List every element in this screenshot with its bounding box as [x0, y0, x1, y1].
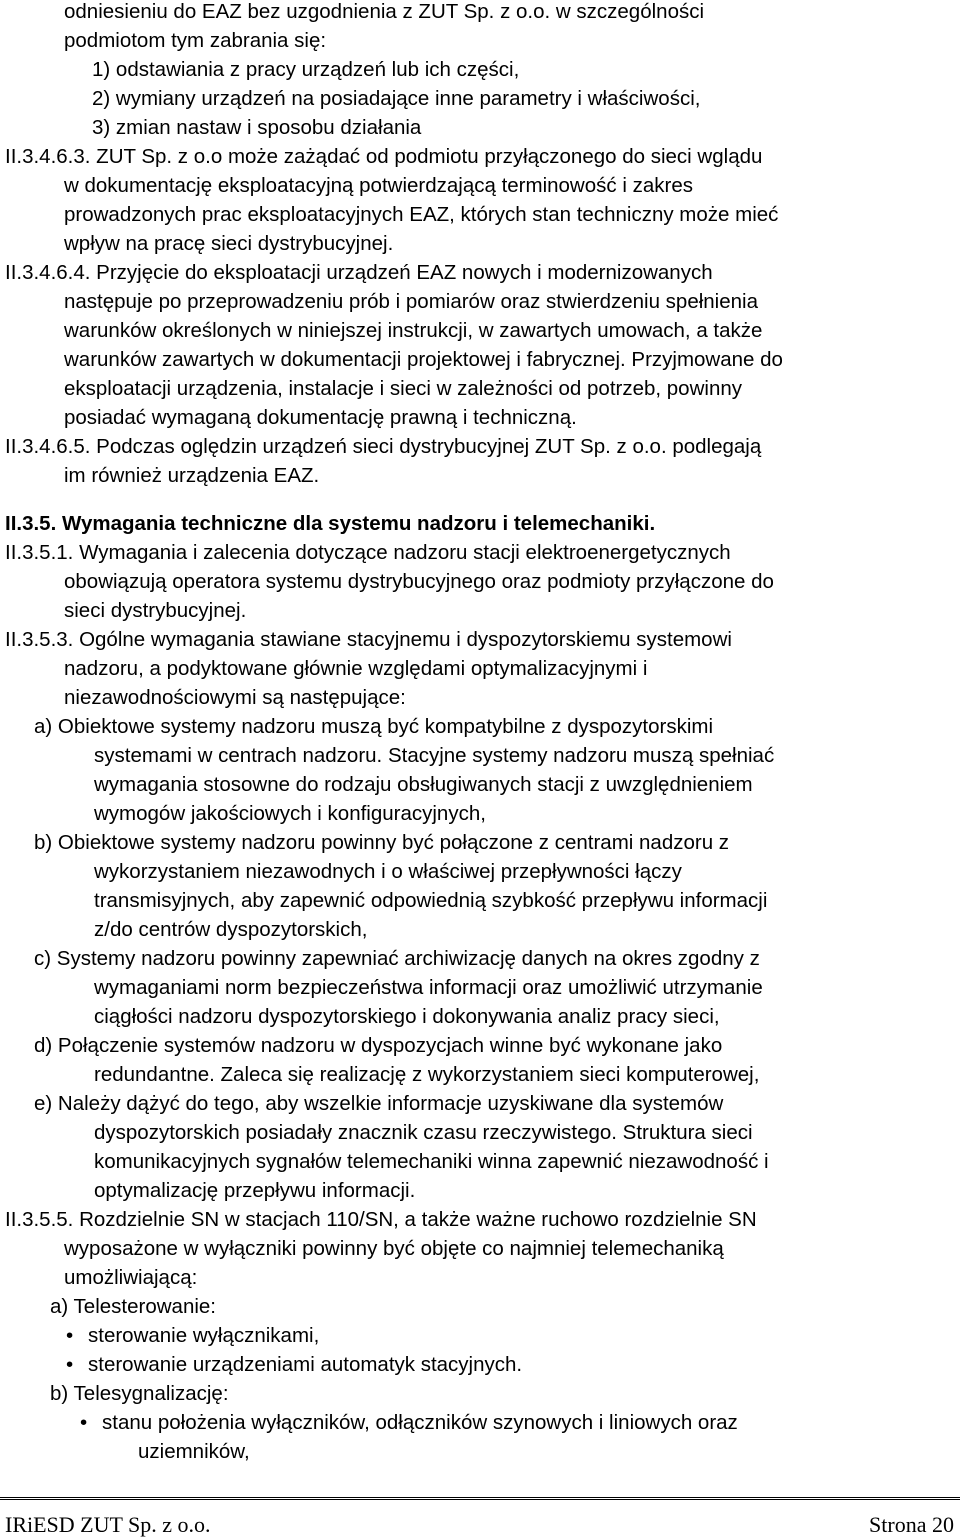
list-item-b: b) Telesygnalizację:: [50, 1382, 229, 1405]
bullet-icon: •: [66, 1324, 74, 1347]
section-heading: II.3.5. Wymagania techniczne dla systemu nadzoru i telemechaniki.: [5, 512, 656, 535]
text-line: ciągłości nadzoru dyspozytorskiego i dokonywania analiz pracy sieci,: [94, 1005, 720, 1028]
text-line: następuje po przeprowadzeniu prób i pomiarów oraz stwierdzeniu spełnienia: [64, 290, 758, 313]
text-line: komunikacyjnych sygnałów telemechaniki winna zapewnić niezawodność i: [94, 1150, 769, 1173]
paragraph-heading-line: II.3.5.1. Wymagania i zalecenia dotyczące nadzoru stacji elektroenergetycznych: [5, 541, 731, 564]
text-line: umożliwiającą:: [64, 1266, 198, 1289]
footer-page-number: Strona 20: [869, 1512, 954, 1537]
text-line: odniesieniu do EAZ bez uzgodnienia z ZUT Sp. z o.o. w szczególności: [64, 0, 705, 23]
text-line: wymogów jakościowych i konfiguracyjnych,: [94, 802, 486, 825]
text-line: nadzoru, a podyktowane głównie względami optymalizacyjnymi i: [64, 657, 648, 680]
text-line: optymalizację przepływu informacji.: [94, 1179, 416, 1202]
text-line: niezawodnościowymi są następujące:: [64, 686, 406, 709]
text-line: wpływ na pracę sieci dystrybucyjnej.: [64, 232, 394, 255]
text-line: posiadać wymaganą dokumentację prawną i techniczną.: [64, 406, 577, 429]
paragraph-heading-line: II.3.4.6.4. Przyjęcie do eksploatacji urządzeń EAZ nowych i modernizowanych: [5, 261, 713, 284]
text-line: transmisyjnych, aby zapewnić odpowiednią szybkość przepływu informacji: [94, 889, 768, 912]
paragraph-heading-line: II.3.5.3. Ogólne wymagania stawiane stacyjnemu i dyspozytorskiemu systemowi: [5, 628, 732, 651]
bullet-item: sterowanie urządzeniami automatyk stacyjnych.: [88, 1353, 523, 1376]
footer-divider: [0, 1497, 960, 1500]
list-item-e: e) Należy dążyć do tego, aby wszelkie informacje uzyskiwane dla systemów: [34, 1092, 724, 1115]
bullet-icon: •: [80, 1411, 88, 1434]
text-line: redundantne. Zaleca się realizację z wykorzystaniem sieci komputerowej,: [94, 1063, 760, 1086]
text-line: w dokumentację eksploatacyjną potwierdzającą terminowość i zakres: [64, 174, 693, 197]
footer-document-name: IRiESD ZUT Sp. z o.o.: [5, 1512, 211, 1537]
list-item: 3) zmian nastaw i sposobu działania: [92, 116, 422, 139]
text-line: podmiotom tym zabrania się:: [64, 29, 327, 52]
text-line: uziemników,: [138, 1440, 250, 1463]
text-line: wymagania stosowne do rodzaju obsługiwanych stacji z uwzględnieniem: [94, 773, 753, 796]
bullet-item: stanu położenia wyłączników, odłączników szynowych i liniowych oraz: [102, 1411, 738, 1434]
paragraph-heading-line: II.3.5.5. Rozdzielnie SN w stacjach 110/SN, a także ważne ruchowo rozdzielnie SN: [5, 1208, 757, 1231]
paragraph-heading-line: II.3.4.6.5. Podczas oględzin urządzeń sieci dystrybucyjnej ZUT Sp. z o.o. podlegają: [5, 435, 762, 458]
text-line: warunków określonych w niniejszej instrukcji, w zawartych umowach, a także: [64, 319, 763, 342]
text-line: prowadzonych prac eksploatacyjnych EAZ, których stan techniczny może mieć: [64, 203, 779, 226]
text-line: dyspozytorskich posiadały znacznik czasu rzeczywistego. Struktura sieci: [94, 1121, 753, 1144]
list-item-c: c) Systemy nadzoru powinny zapewniać archiwizację danych na okres zgodny z: [34, 947, 760, 970]
text-line: im również urządzenia EAZ.: [64, 464, 320, 487]
list-item-a: a) Obiektowe systemy nadzoru muszą być kompatybilne z dyspozytorskimi: [34, 715, 714, 738]
list-item-a: a) Telesterowanie:: [50, 1295, 216, 1318]
text-line: wykorzystaniem niezawodnych i o właściwej przepływności łączy: [94, 860, 682, 883]
text-line: sieci dystrybucyjnej.: [64, 599, 247, 622]
text-line: obowiązują operatora systemu dystrybucyjnego oraz podmioty przyłączone do: [64, 570, 774, 593]
text-line: systemami w centrach nadzoru. Stacyjne systemy nadzoru muszą spełniać: [94, 744, 775, 767]
paragraph-heading-line: II.3.4.6.3. ZUT Sp. z o.o może zażądać od podmiotu przyłączonego do sieci wglądu: [5, 145, 763, 168]
list-item: 1) odstawiania z pracy urządzeń lub ich części,: [92, 58, 520, 81]
text-line: wyposażone w wyłączniki powinny być objęte co najmniej telemechaniką: [64, 1237, 724, 1260]
text-line: z/do centrów dyspozytorskich,: [94, 918, 368, 941]
text-line: eksploatacji urządzenia, instalacje i sieci w zależności od potrzeb, powinny: [64, 377, 742, 400]
list-item: 2) wymiany urządzeń na posiadające inne parametry i właściwości,: [92, 87, 701, 110]
bullet-icon: •: [66, 1353, 74, 1376]
text-line: wymaganiami norm bezpieczeństwa informacji oraz umożliwić utrzymanie: [94, 976, 763, 999]
bullet-item: sterowanie wyłącznikami,: [88, 1324, 320, 1347]
list-item-b: b) Obiektowe systemy nadzoru powinny być połączone z centrami nadzoru z: [34, 831, 730, 854]
text-line: warunków zawartych w dokumentacji projektowej i fabrycznej. Przyjmowane do: [64, 348, 783, 371]
list-item-d: d) Połączenie systemów nadzoru w dyspozycjach winne być wykonane jako: [34, 1034, 723, 1057]
